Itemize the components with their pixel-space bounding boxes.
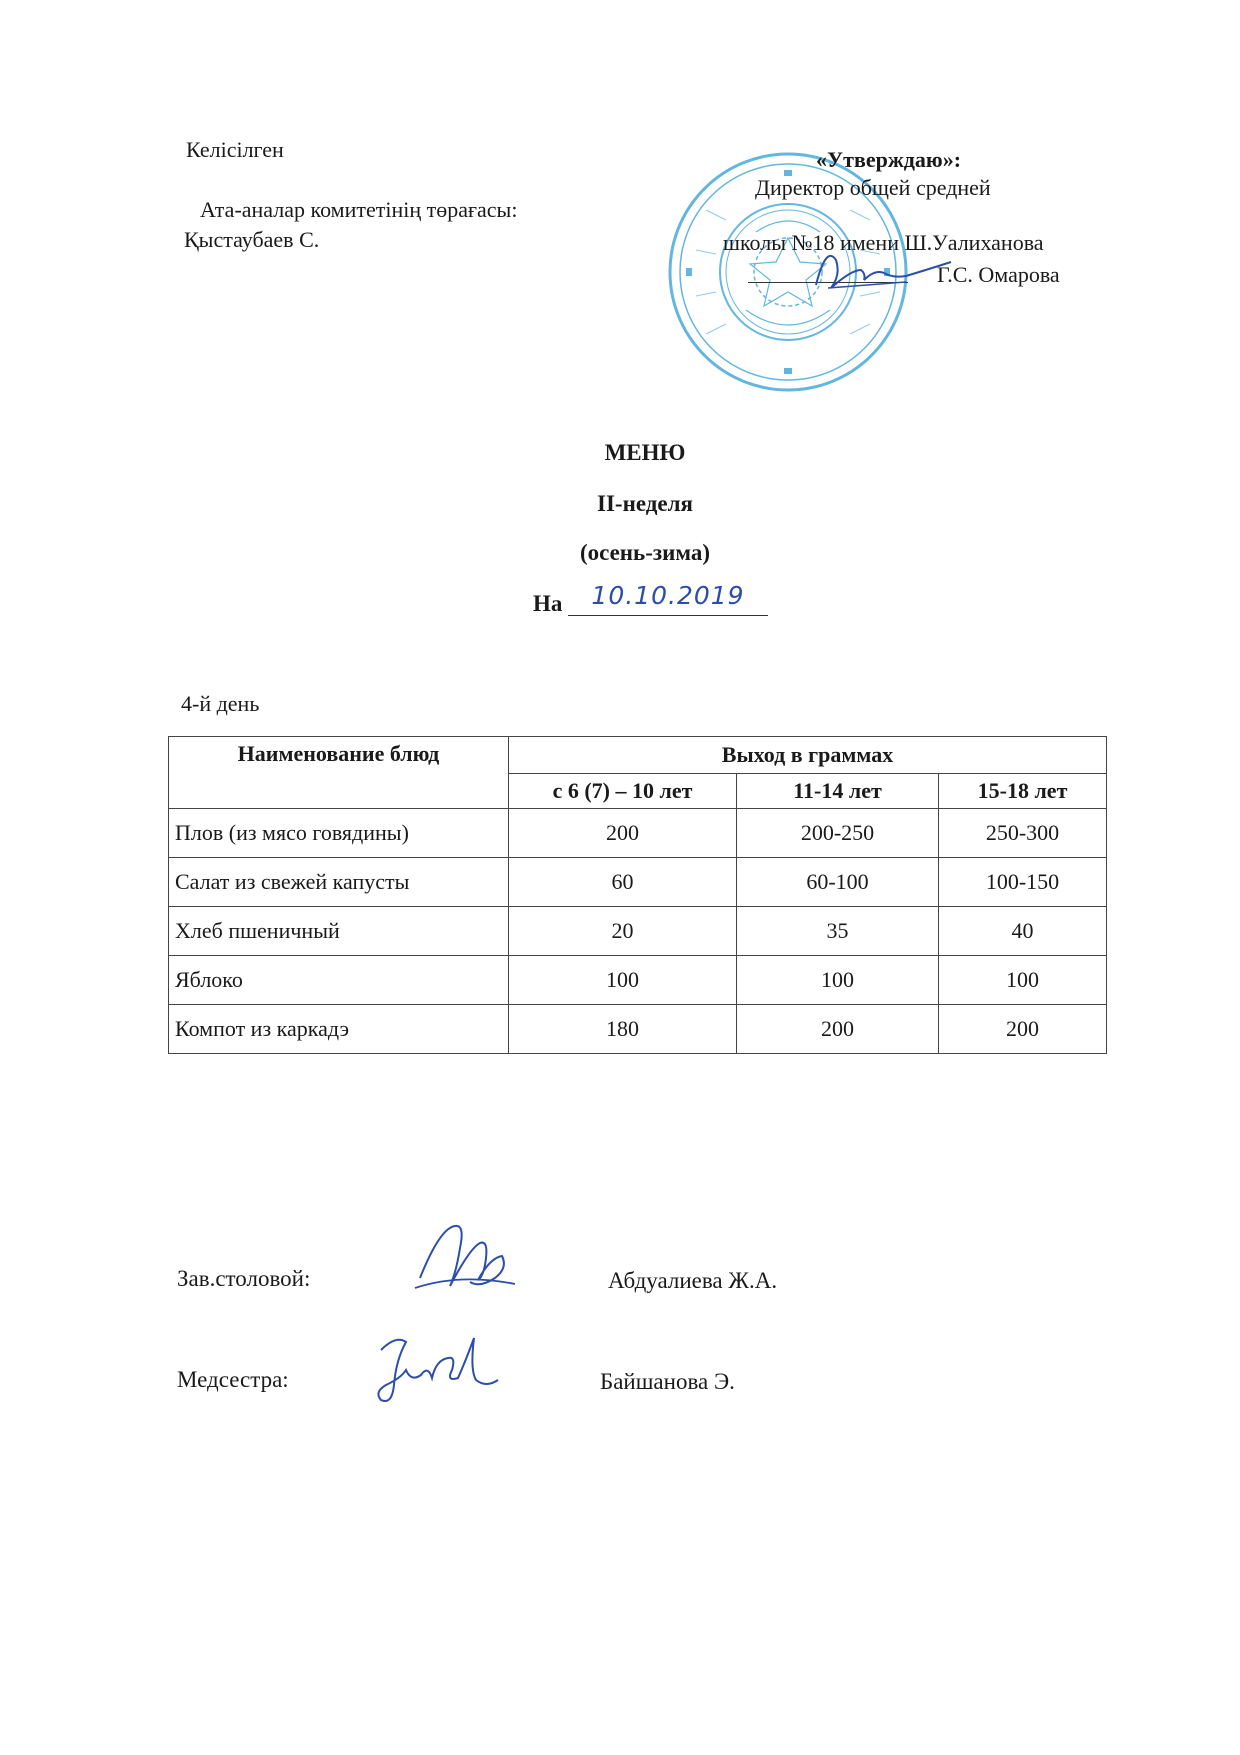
approve-label: «Утверждаю»: (816, 147, 962, 172)
director-signature-icon (806, 240, 956, 300)
table-row (169, 858, 1107, 907)
portion-value: 200 (939, 1005, 1107, 1054)
portion-value: 200 (737, 1005, 939, 1054)
chef-name: Абдуалиева Ж.А. (608, 1268, 778, 1293)
portion-value: 100 (939, 956, 1107, 1005)
director-title-line2: школы №18 имени Ш.Уалиханова (723, 230, 1044, 255)
portion-value: 200-250 (737, 809, 939, 858)
portion-value: 60-100 (737, 858, 939, 907)
week-label: II-неделя (597, 491, 693, 516)
portion-value: 20 (509, 907, 737, 956)
portion-value: 100 (737, 956, 939, 1005)
date-label: На (533, 591, 563, 616)
header-age-group-3: 15-18 лет (939, 774, 1107, 809)
portion-value: 35 (737, 907, 939, 956)
nurse-signature-icon (366, 1330, 501, 1410)
portion-value: 100-150 (939, 858, 1107, 907)
day-label: 4-й день (181, 691, 260, 716)
dish-name: Салат из свежей капусты (169, 858, 509, 907)
director-title-line1: Директор общей средней (755, 175, 991, 200)
portion-value: 40 (939, 907, 1107, 956)
table-row (169, 809, 1107, 858)
portion-value: 60 (509, 858, 737, 907)
portion-value: 200 (509, 809, 737, 858)
header-dish: Наименование блюд (169, 737, 509, 809)
table-row (169, 907, 1107, 956)
date-value: 10.10.2019 (568, 581, 768, 616)
dish-name: Хлеб пшеничный (169, 907, 509, 956)
table-header-row (169, 737, 1107, 774)
table-row (169, 1005, 1107, 1054)
dish-name: Яблоко (169, 956, 509, 1005)
season-label: (осень-зима) (579, 540, 711, 565)
portion-value: 250-300 (939, 809, 1107, 858)
chef-signature-icon (410, 1218, 520, 1303)
committee-role: Ата-аналар комитетінің төрағасы: (200, 197, 518, 222)
portion-value: 100 (509, 956, 737, 1005)
menu-table (168, 736, 1107, 1054)
dish-name: Плов (из мясо говядины) (169, 809, 509, 858)
director-name: Г.С. Омарова (937, 262, 1060, 287)
portion-value: 180 (509, 1005, 737, 1054)
header-age-group-2: 11-14 лет (737, 774, 939, 809)
chef-role: Зав.столовой: (177, 1266, 311, 1291)
committee-name: Қыстаубаев С. (184, 227, 320, 252)
header-output: Выход в граммах (509, 737, 1107, 774)
nurse-role: Медсестра: (177, 1367, 289, 1392)
header-age-group-1: с 6 (7) – 10 лет (509, 774, 737, 809)
agreed-label: Келісілген (186, 137, 284, 162)
nurse-name: Байшанова Э. (600, 1369, 735, 1394)
dish-name: Компот из каркадэ (169, 1005, 509, 1054)
menu-title: МЕНЮ (604, 440, 686, 465)
table-row (169, 956, 1107, 1005)
